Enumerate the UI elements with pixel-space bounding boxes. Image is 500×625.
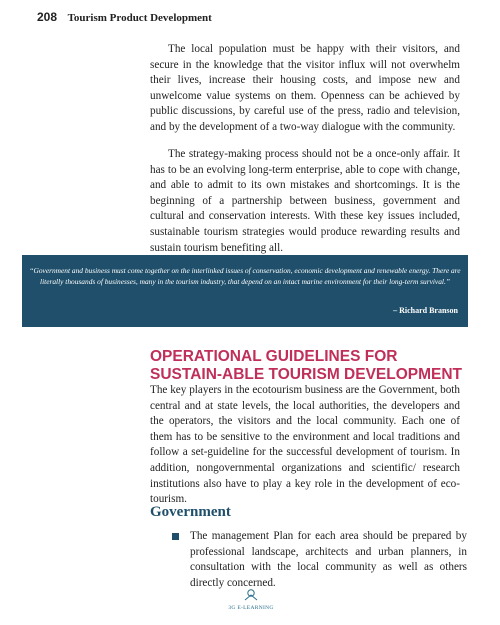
section-title: OPERATIONAL GUIDELINES FOR SUSTAIN-ABLE TOURISM DEVELOPMENT — [150, 348, 463, 383]
running-header — [37, 10, 212, 24]
section-body: The key players in the ecotourism business are the Government, both central and at state levels, the local authorities, the developers and the operators, the visitors and the local community. Each one of them has to be sensitive to the environment and local traditions and follow a set-guideline for the successful development of tourism. In addition, nongovernmental organizations and scientific/ research institutions also have to play a key role in the development of eco-tourism. — [150, 384, 460, 506]
quote-text: “Government and business must come together on the interlinked issues of conservation, economic development and renewable energy. There are literally thousands of businesses, many in the tourism industry, that depend on an intact marine environment for their long-term survival.” — [29, 266, 461, 286]
logo-text: 3G E-LEARNING — [228, 605, 274, 611]
logo-emblem-icon — [242, 589, 260, 601]
paragraph-2: The strategy-making process should not be a once-only affair. It has to be an evolving long-term enterprise, able to cope with change, and able to admit to its own mistakes and shortcomings. It is the beginning of a partnership between business, government and cultural and conservation interests. With these key issues included, sustainable tourism strategies would produce rewarding results and sustain tourism benefiting all. — [150, 148, 460, 254]
list-item — [172, 529, 467, 591]
bullet-text: The management Plan for each area should be prepared by professional landscape, architects and urban planners, in consultation with the local community as well as others directly concerned. — [190, 530, 467, 589]
publisher-logo — [226, 586, 276, 611]
quote-box — [22, 255, 468, 327]
running-title: Tourism Product Development — [67, 12, 212, 24]
subsection-title: Government — [150, 504, 231, 520]
square-bullet-icon — [172, 533, 179, 540]
page-number: 208 — [37, 10, 58, 24]
quote-author: – Richard Branson — [393, 306, 458, 315]
paragraph-1: The local population must be happy with their visitors, and secure in the knowledge that the visitor influx will not overwhelm their lives, increase their housing costs, and impose new and unwelcome value systems on them. Openness can be achieved by public discussions, by careful use of the press, radio and television, and by the development of a two-way dialogue with the community. — [150, 43, 460, 133]
